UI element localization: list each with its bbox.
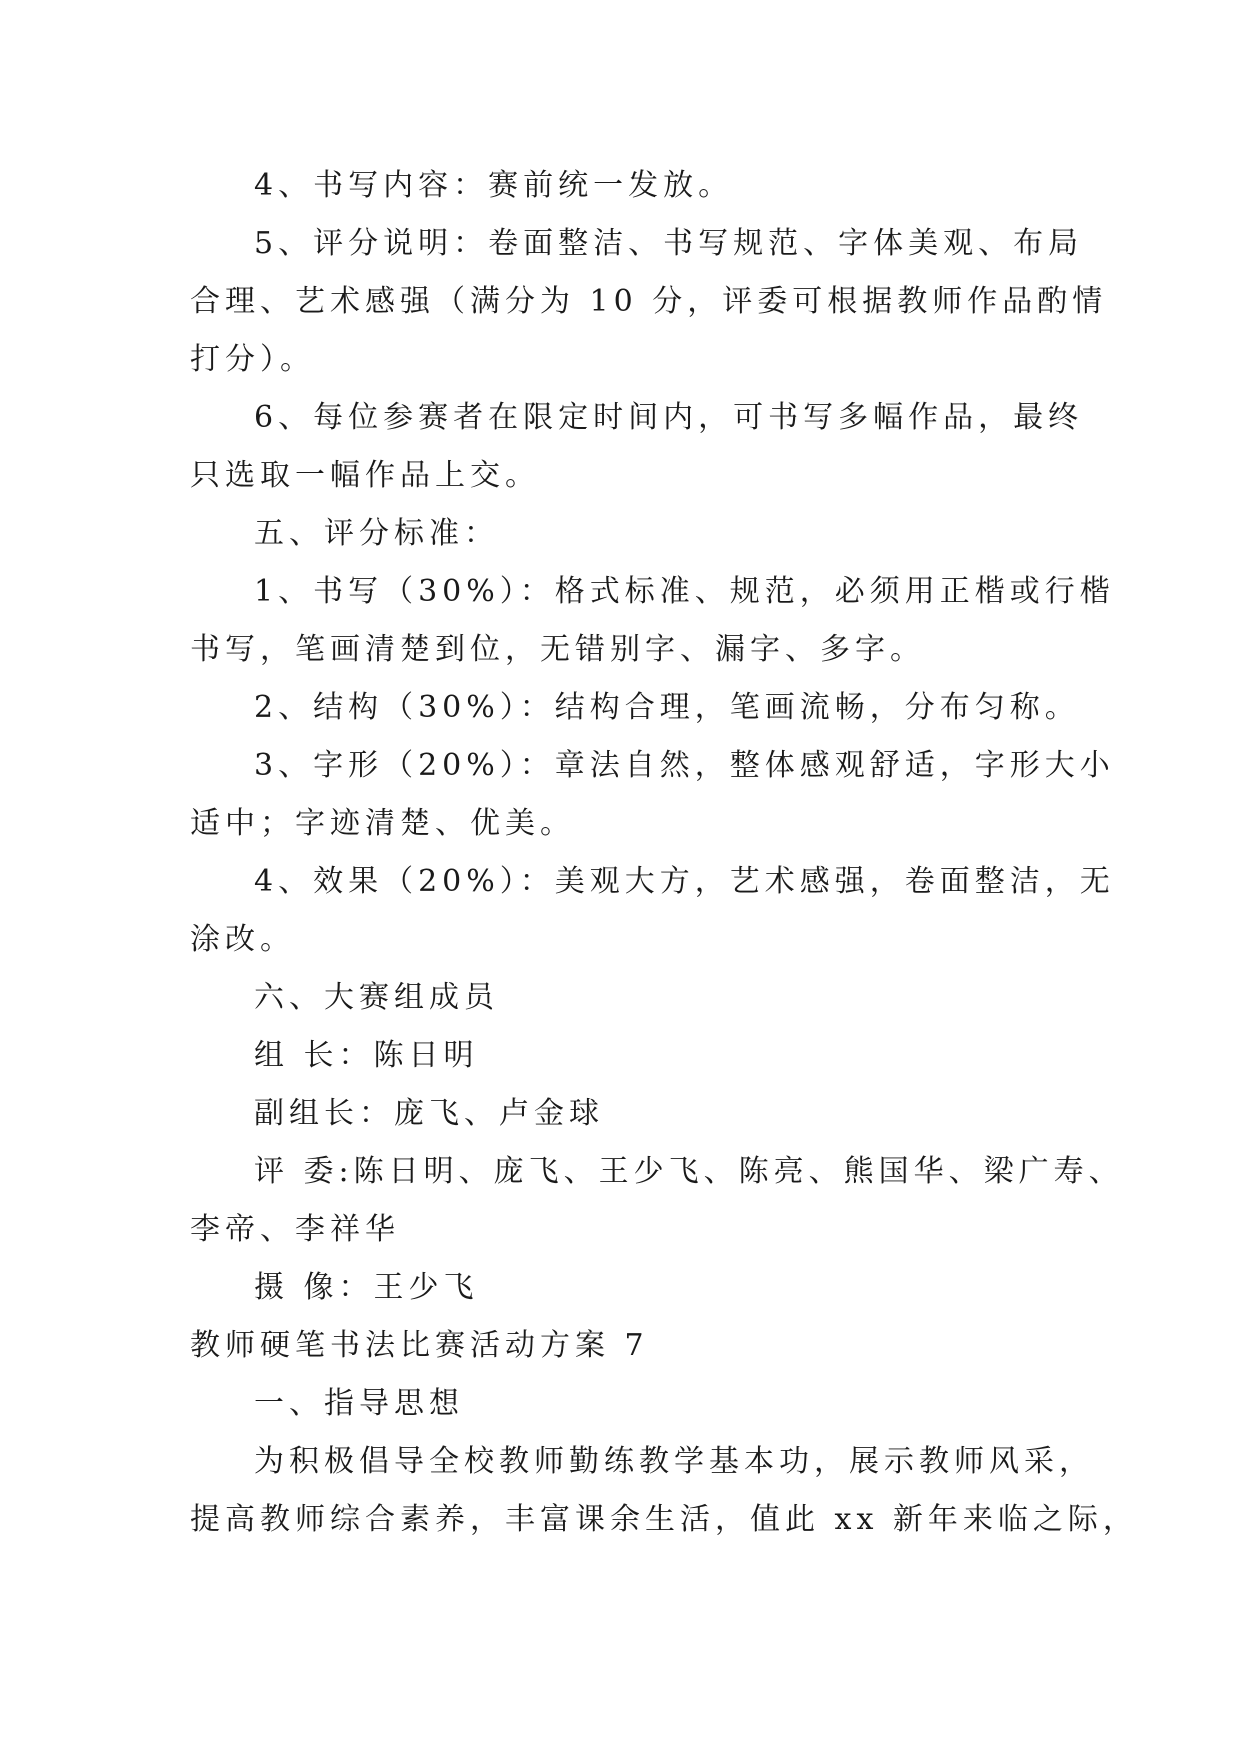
- text-line: 书写，笔画清楚到位，无错别字、漏字、多字。: [190, 632, 925, 667]
- text-line: 5、评分说明：卷面整洁、书写规范、字体美观、布局: [254, 226, 1084, 261]
- text-line: 副组长：庞飞、卢金球: [254, 1096, 604, 1131]
- text-line: 1、书写（30%）：格式标准、规范，必须用正楷或行楷: [254, 574, 1115, 609]
- text-line: 4、效果（20%）：美观大方，艺术感强，卷面整洁，无: [254, 864, 1115, 899]
- text-line: 适中；字迹清楚、优美。: [190, 806, 575, 841]
- document-body: [190, 157, 1138, 1549]
- section-heading: 五、评分标准：: [254, 516, 499, 551]
- text-line: 6、每位参赛者在限定时间内，可书写多幅作品，最终: [254, 400, 1084, 435]
- text-line: 组 长：陈日明: [254, 1038, 479, 1073]
- text-line: 3、字形（20%）：章法自然，整体感观舒适，字形大小: [254, 748, 1115, 783]
- text-line: 2、结构（30%）：结构合理，笔画流畅，分布匀称。: [254, 690, 1080, 725]
- text-line: 合理、艺术感强（满分为 10 分，评委可根据教师作品酌情: [190, 284, 1108, 319]
- text-line: 为积极倡导全校教师勤练教学基本功，展示教师风采，: [254, 1444, 1094, 1479]
- text-line: 只选取一幅作品上交。: [190, 458, 540, 493]
- text-line: 提高教师综合素养，丰富课余生活，值此 xx 新年来临之际，: [190, 1502, 1138, 1537]
- document-title: 教师硬笔书法比赛活动方案 7: [190, 1328, 649, 1363]
- text-line: 打分）。: [190, 342, 315, 377]
- text-line: 涂改。: [190, 922, 295, 957]
- section-heading: 六、大赛组成员: [254, 980, 499, 1015]
- section-heading: 一、指导思想: [254, 1386, 464, 1421]
- text-line: 李帝、李祥华: [190, 1212, 400, 1247]
- text-line: 评 委:陈日明、庞飞、王少飞、陈亮、熊国华、梁广寿、: [254, 1154, 1124, 1189]
- text-line: 摄 像：王少飞: [254, 1270, 479, 1305]
- text-line: 4、书写内容：赛前统一发放。: [254, 168, 734, 203]
